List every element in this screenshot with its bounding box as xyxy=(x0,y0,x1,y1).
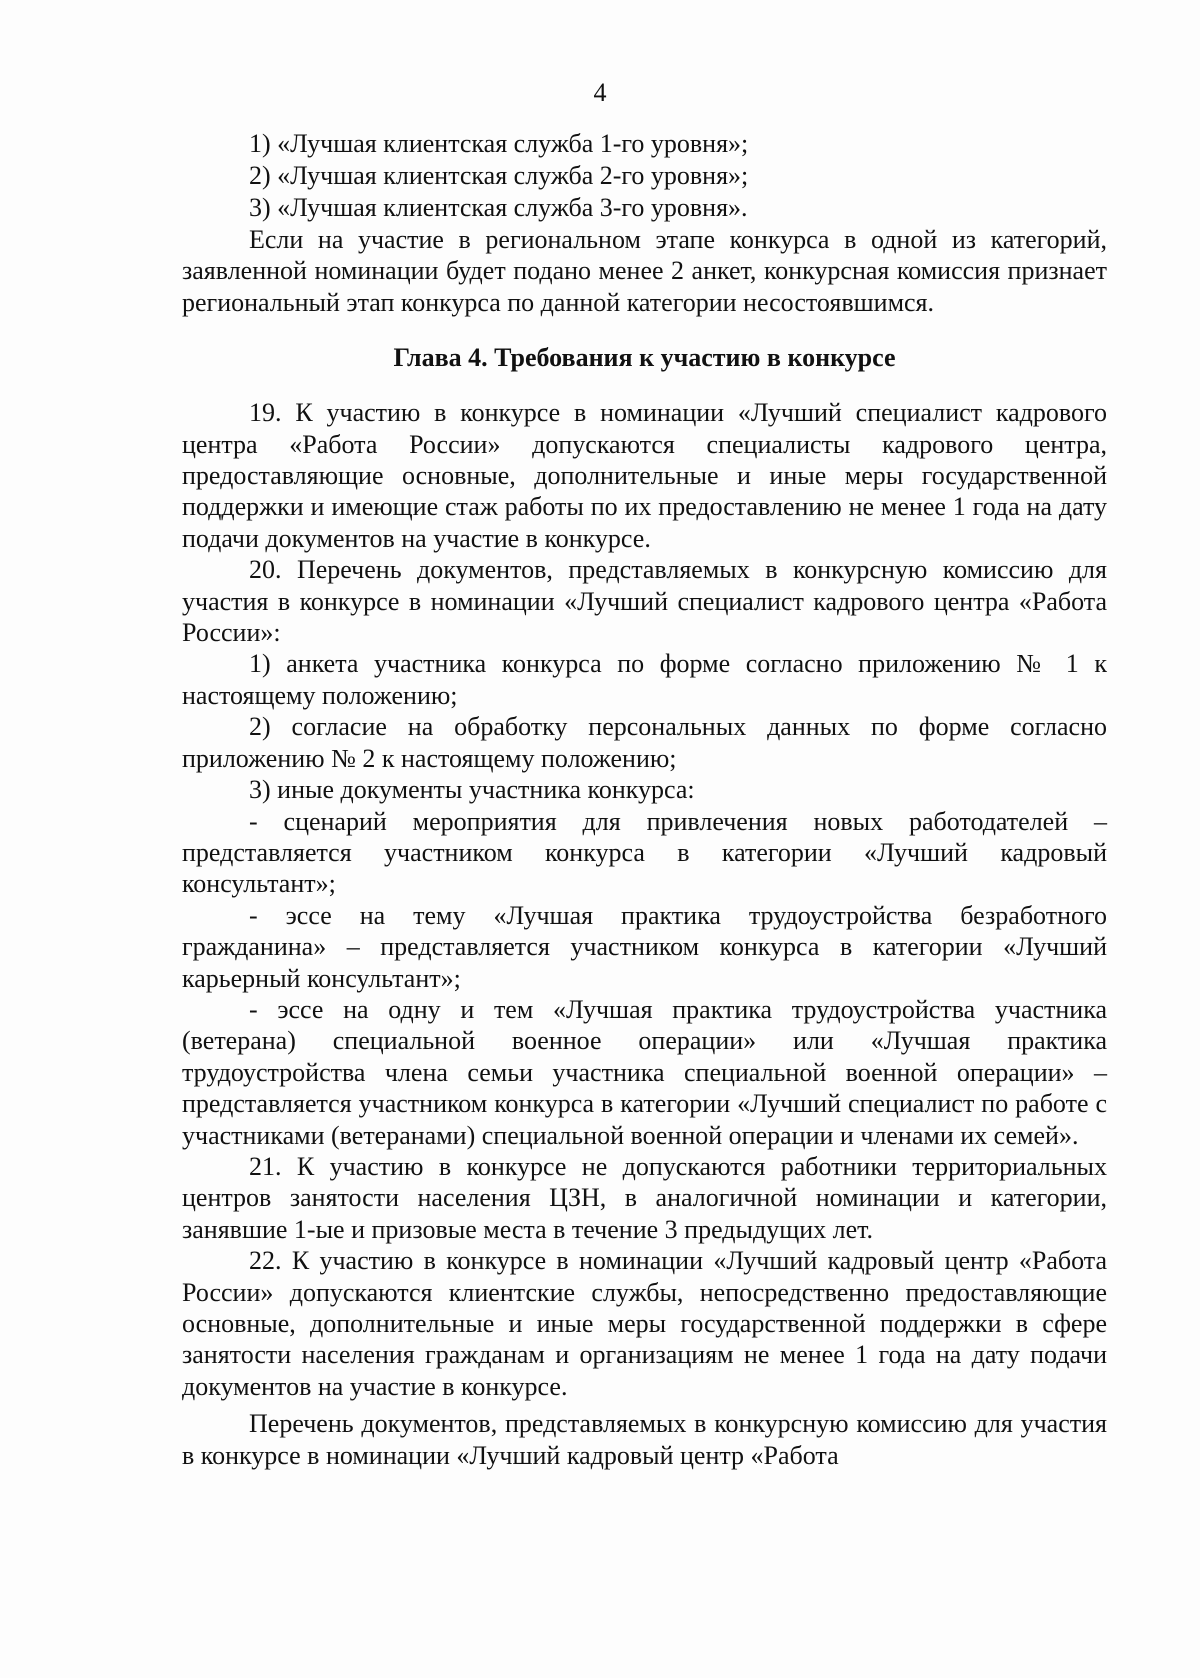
paragraph-19: 19. К участию в конкурсе в номинации «Лучший специалист кадрового центра «Работа России» допускаются специалисты кадрового центра, предоставляющие основные, дополнительные и иные меры государственной поддержки и имеющие стаж работы по их предоставлению не менее 1 года на дату подачи документов на участие в конкурсе. xyxy=(182,398,1107,553)
category-item-1: 1) «Лучшая клиентская служба 1-го уровня»; xyxy=(249,129,749,158)
doc-item-3: 3) иные документы участника конкурса: xyxy=(249,775,695,805)
paragraph-document-list: Перечень документов, представляемых в конкурсную комиссию для участия в конкурсе в номинации «Лучший кадровый центр «Работа xyxy=(182,1409,1107,1470)
paragraph-20: 20. Перечень документов, представляемых в конкурсную комиссию для участия в конкурсе в номинации «Лучший специалист кадрового центра «Работа России»: xyxy=(182,555,1107,648)
doc-item-2: 2) согласие на обработку персональных данных по форме согласно приложению № 2 к настоящему положению; xyxy=(182,712,1107,773)
paragraph-22: 22. К участию в конкурсе в номинации «Лучший кадровый центр «Работа России» допускаются клиентские службы, непосредственно предоставляющие основные, дополнительные и иные меры государственной поддержки в сфере занятости населения гражданам и организациям не менее 1 года на дату подачи документов на участие в конкурсе. xyxy=(182,1246,1107,1401)
doc-item-1: 1) анкета участника конкурса по форме согласно приложению № 1 к настоящему положению; xyxy=(182,649,1107,710)
category-item-2: 2) «Лучшая клиентская служба 2-го уровня»; xyxy=(249,161,749,190)
document-body xyxy=(182,128,1107,1471)
paragraph-insufficient-applications: Если на участие в региональном этапе конкурса в одной из категорий, заявленной номинации будет подано менее 2 анкет, конкурсная комиссия признает региональный этап конкурса по данной категории несостоявшимся. xyxy=(182,225,1107,317)
paragraph-21: 21. К участию в конкурсе не допускаются работники территориальных центров занятости населения ЦЗН, в аналогичной номинации и категории, занявшие 1-ые и призовые места в течение 3 предыдущих лет. xyxy=(182,1151,1107,1244)
chapter-heading: Глава 4. Требования к участию в конкурсе xyxy=(393,343,896,373)
category-item-3: 3) «Лучшая клиентская служба 3-го уровня». xyxy=(249,193,748,222)
dash-item-essay-unemployed: - эссе на тему «Лучшая практика трудоустройства безработного гражданина» – представляется участником конкурса в категории «Лучший карьерный консультант»; xyxy=(182,900,1107,993)
page-number: 4 xyxy=(593,78,607,107)
dash-item-scenario: - сценарий мероприятия для привлечения новых работодателей – представляется участником конкурса в категории «Лучший кадровый консультант»; xyxy=(182,806,1107,899)
dash-item-essay-svo: - эссе на одну и тем «Лучшая практика трудоустройства участника (ветерана) специальной военное операции» или «Лучшая практика трудоустройства члена семьи участника специальной военной операции» – представляется участником конкурса в категории «Лучший специалист по работе с участниками (ветеранами) специальной военной операции и членами их семей». xyxy=(182,994,1107,1150)
